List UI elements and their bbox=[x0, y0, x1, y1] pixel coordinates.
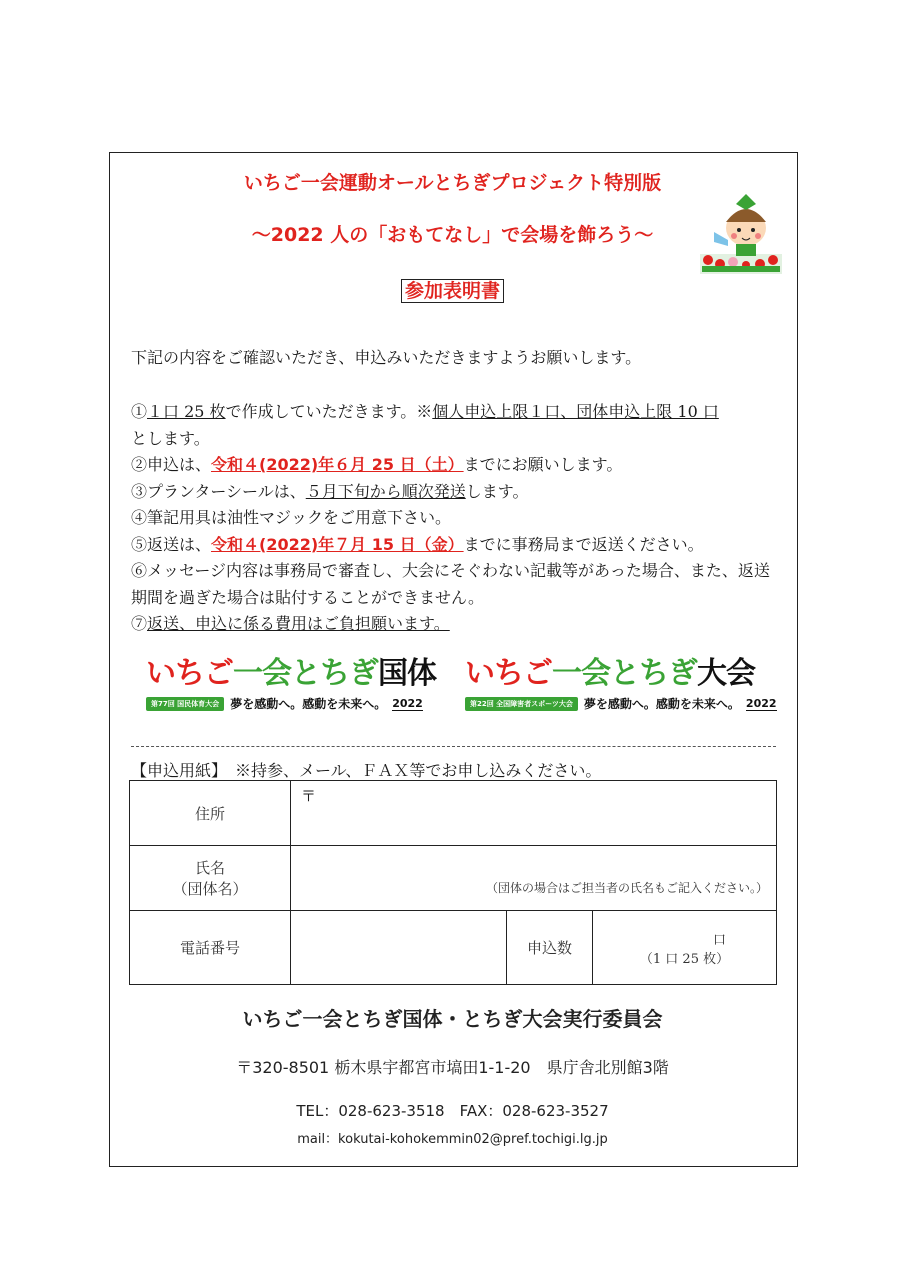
name-note: （団体の場合はご担当者の氏名もご記入ください。） bbox=[486, 881, 769, 895]
unit-note: （1 口 25 枚） bbox=[639, 951, 730, 967]
count-field[interactable] bbox=[593, 911, 777, 985]
list-item: ③プランターシールは、５月下旬から順次発送します。 bbox=[131, 481, 529, 501]
instructions-list bbox=[131, 399, 781, 638]
list-item: ⑤返送は、令和４(2022)年７月 15 日（金）までに事務局まで返送ください。 bbox=[131, 534, 704, 554]
logo-kokutai: いちご一会とちぎ国体 第77回 国民体育大会 夢を感動へ。感動を未来へ。 2022 bbox=[146, 656, 436, 711]
application-form bbox=[129, 780, 777, 985]
title-form-name: 参加表明書 bbox=[401, 279, 504, 303]
title-subtitle: ～2022 人の「おもてなし」で会場を飾ろう～ bbox=[251, 224, 654, 246]
unit-label: 口 bbox=[713, 932, 727, 948]
organizer-address: 〒320-8501 栃木県宇都宮市塙田1-1-20 県庁舎北別館3階 bbox=[236, 1058, 669, 1077]
title-main: いちご一会運動オールとちぎプロジェクト特別版 bbox=[243, 172, 662, 194]
name-label: 氏名 bbox=[194, 859, 225, 877]
address-field[interactable] bbox=[291, 781, 777, 846]
list-item: ⑦返送、申込に係る費用はご負担願います。 bbox=[131, 614, 450, 633]
phone-label: 電話番号 bbox=[130, 911, 291, 985]
list-item: ④筆記用具は油性マジックをご用意下さい。 bbox=[131, 508, 452, 527]
count-label: 申込数 bbox=[507, 911, 593, 985]
list-item: ②申込は、令和４(2022)年６月 25 日（土）までにお願いします。 bbox=[131, 455, 623, 474]
name-field[interactable] bbox=[291, 846, 777, 911]
intro-text: 下記の内容をご確認いただき、申込みいただきますようお願いします。 bbox=[131, 348, 642, 367]
contact-tel-fax: TEL：028-623-3518 FAX：028-623-3527 bbox=[296, 1102, 609, 1120]
mascot-illustration bbox=[700, 192, 782, 274]
group-label: （団体名） bbox=[172, 880, 248, 898]
form-heading: 【申込用紙】 ※持参、メール、ＦＡＸ等でお申し込みください。 bbox=[131, 761, 602, 780]
address-label: 住所 bbox=[130, 781, 291, 846]
contact-mail[interactable]: mail：kokutai-kohokemmin02@pref.tochigi.lg.jp bbox=[297, 1132, 608, 1147]
cut-line bbox=[131, 746, 776, 747]
list-item: ⑥メッセージ内容は事務局で審査し、大会にそぐわない記載等があった場合、また、返送期間を過ぎた場合は貼付することができません。 bbox=[131, 561, 770, 607]
phone-field[interactable] bbox=[291, 911, 507, 985]
postal-mark: 〒 bbox=[301, 787, 317, 805]
logo-taikai: いちご一会とちぎ大会 第22回 全国障害者スポーツ大会 夢を感動へ。感動を未来へ。 2022 bbox=[465, 656, 777, 711]
organizer-name: いちご一会とちぎ国体・とちぎ大会実行委員会 bbox=[242, 1007, 663, 1031]
list-item: ①１口 25 枚で作成していただきます。※個人申込上限１口、団体申込上限 10 口 とします。 bbox=[131, 402, 719, 448]
